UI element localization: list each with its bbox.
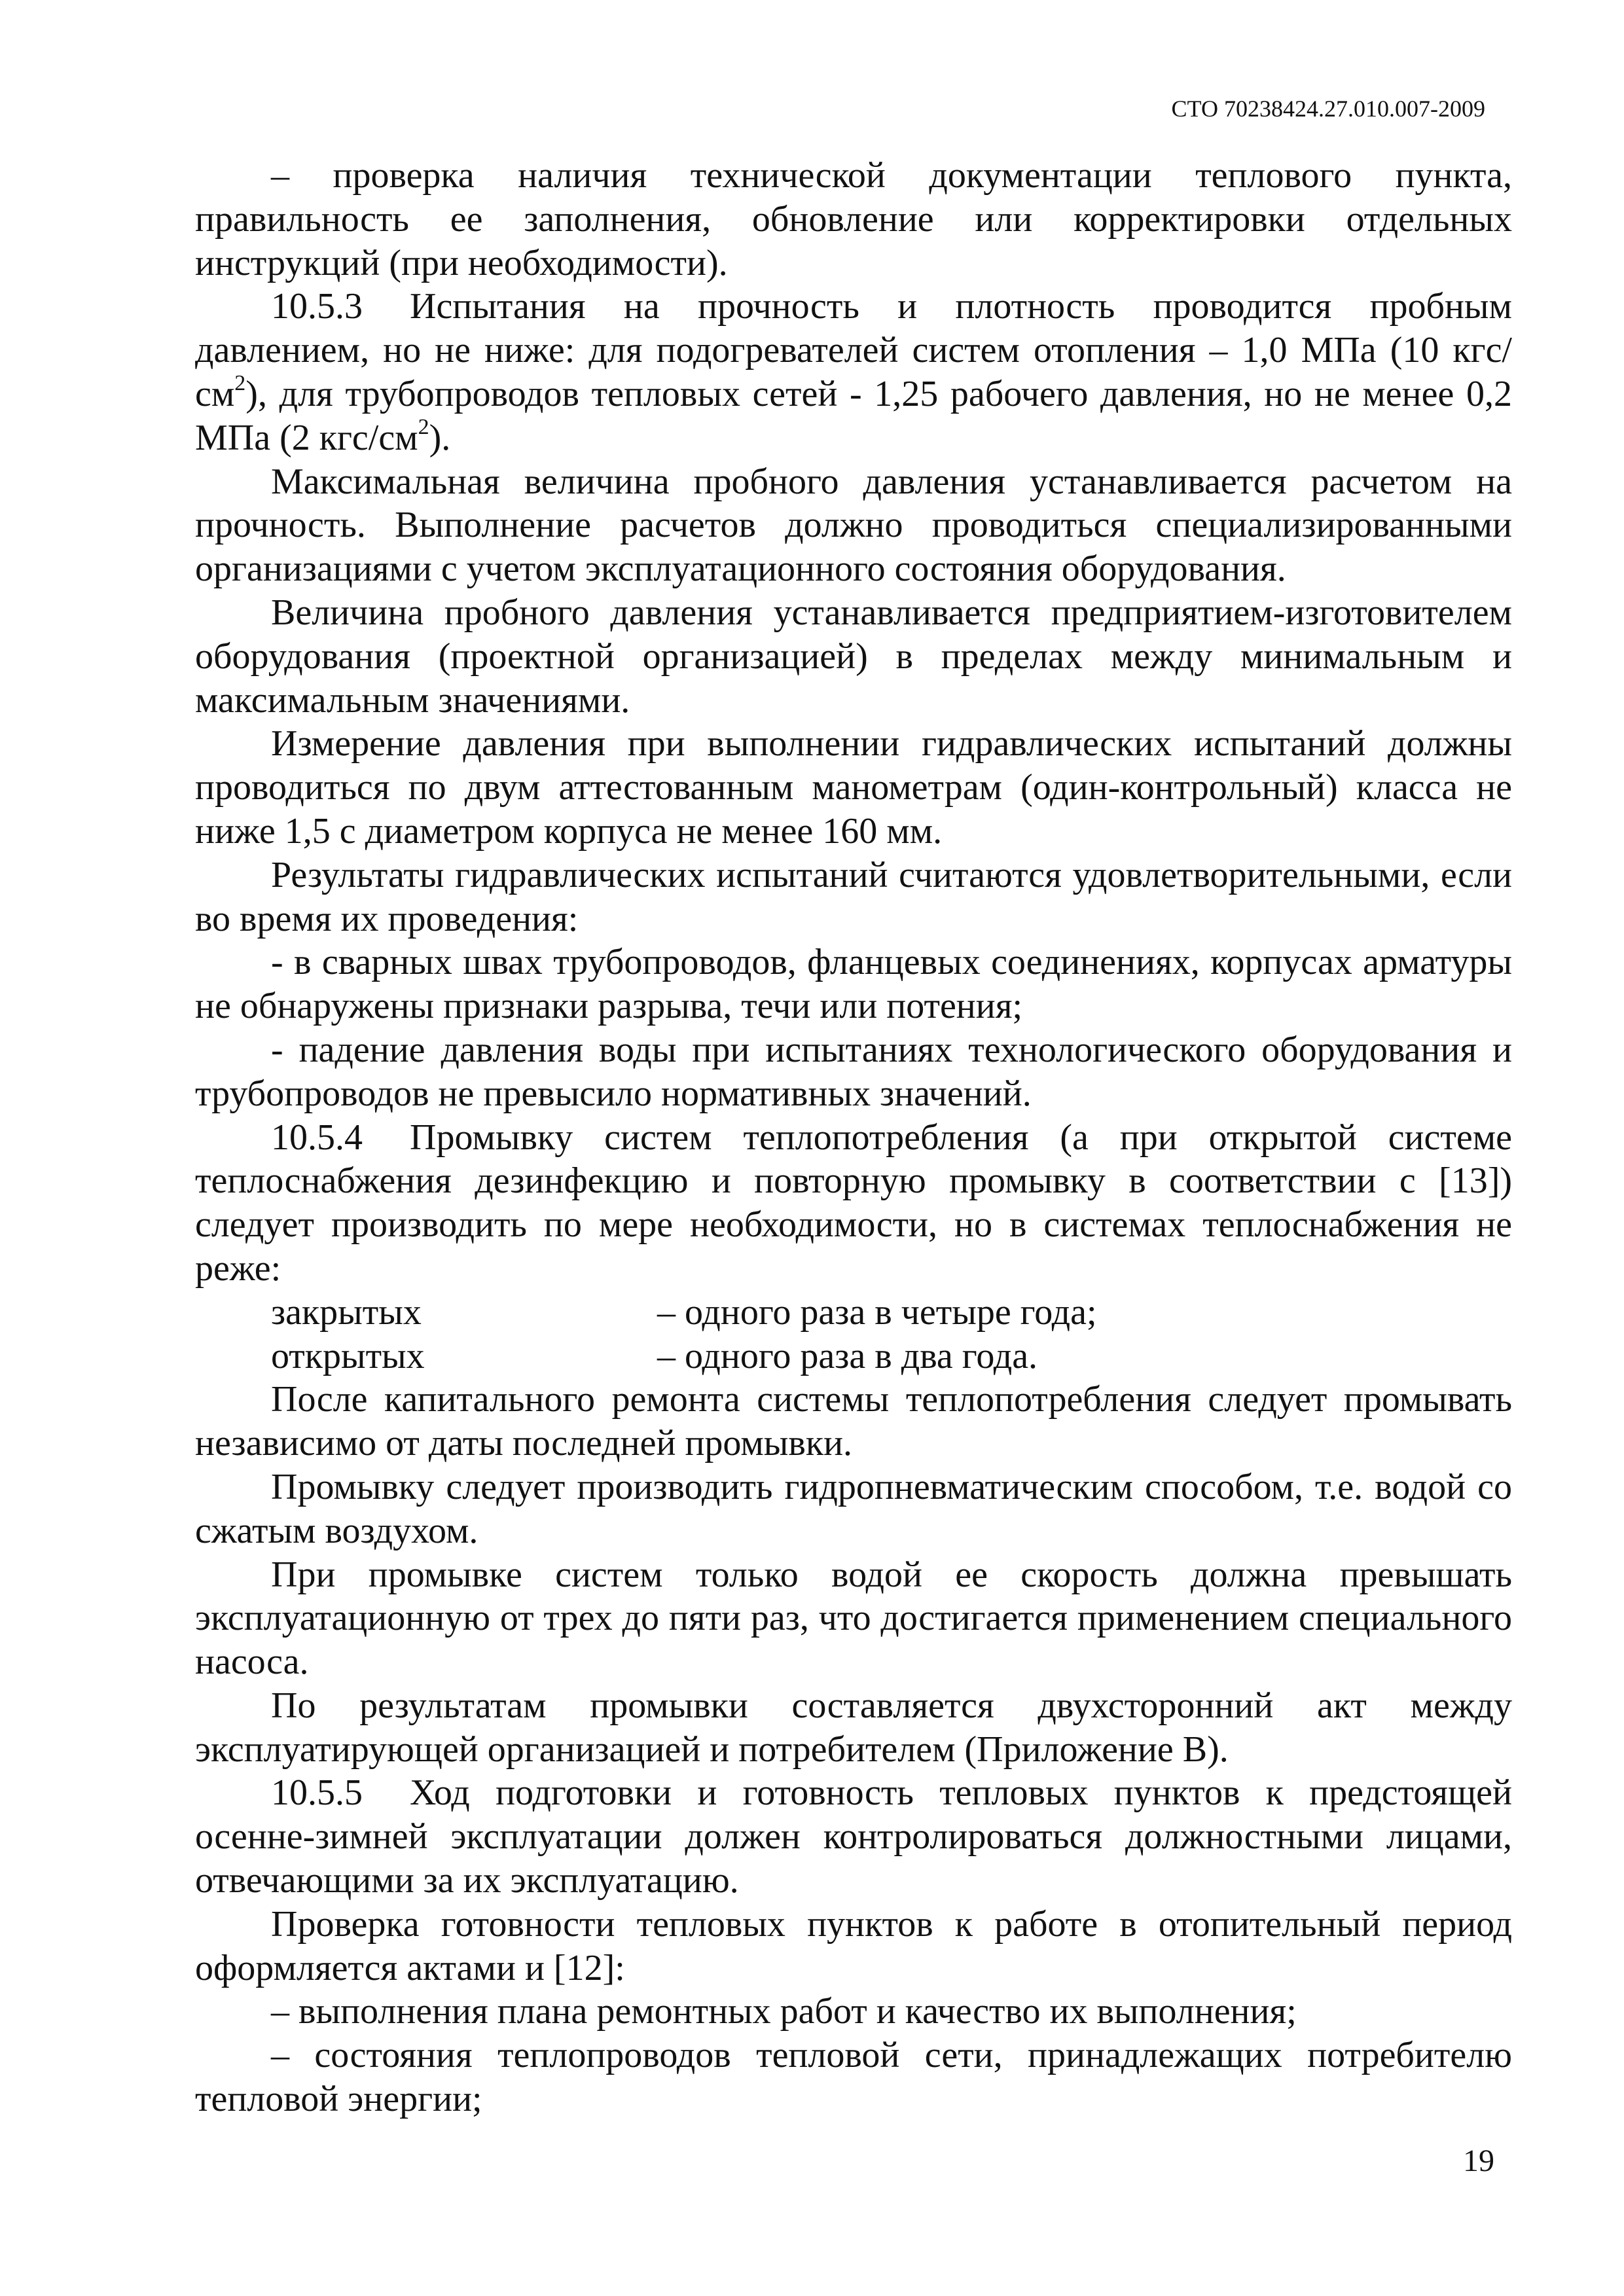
paragraph: Проверка готовности тепловых пунктов к работе в отопительный период оформляется актами и [12]: — [195, 1903, 1512, 1988]
page-number: 19 — [1463, 2144, 1494, 2178]
paragraph: – выполнения плана ремонтных работ и качество их выполнения; — [271, 1991, 1297, 2032]
schedule-frequency: – одного раза в два года. — [657, 1335, 1038, 1376]
paragraph: Величина пробного давления устанавливается предприятием-изготовителем оборудования (проектной организацией) в пределах между минимальным и максимальным значениями. — [195, 592, 1512, 721]
schedule-row — [195, 1335, 1512, 1378]
paragraph: – проверка наличия технической документации теплового пункта, правильность ее заполнения, обновление или корректировки отдельных инструкций (при необходимости). — [195, 155, 1512, 283]
document-body — [195, 154, 1512, 2121]
paragraph: При промывке систем только водой ее скорость должна превышать эксплуатационную от трех до пяти раз, что достигается применением специального насоса. — [195, 1554, 1512, 1683]
paragraph: После капитального ремонта системы теплопотребления следует промывать независимо от даты последней промывки. — [195, 1379, 1512, 1464]
clause-number: 10.5.3 — [271, 286, 363, 327]
clause-number: 10.5.5 — [271, 1772, 363, 1814]
paragraph: Измерение давления при выполнении гидравлических испытаний должны проводиться по двум аттестованным манометрам (один-контрольный) класса не ниже 1,5 с диаметром корпуса не менее 160 мм. — [195, 723, 1512, 852]
paragraph: Промывку следует производить гидропневматическим способом, т.е. водой со сжатым воздухом. — [195, 1466, 1512, 1551]
schedule-system-type: открытых — [271, 1335, 425, 1376]
paragraph: - в сварных швах трубопроводов, фланцевых соединениях, корпусах арматуры не обнаружены признаки разрыва, течи или потения; — [195, 942, 1512, 1027]
document-code-header: СТО 70238424.27.010.007-2009 — [1171, 96, 1485, 122]
numbered-clause: 10.5.4 Промывку систем теплопотребления (а при открытой системе теплоснабжения дезинфекцию и повторную промывку в соответствии с [13]) следует производить по мере необходимости, но в системах теплоснабжения не реже: — [195, 1117, 1512, 1289]
schedule-row — [195, 1291, 1512, 1335]
paragraph: По результатам промывки составляется двухсторонний акт между эксплуатирующей организацией и потребителем (Приложение В). — [195, 1685, 1512, 1770]
clause-number: 10.5.4 — [271, 1117, 363, 1158]
paragraph: – состояния теплопроводов тепловой сети, принадлежащих потребителю тепловой энергии; — [195, 2035, 1512, 2120]
schedule-system-type: закрытых — [271, 1291, 422, 1333]
superscript: 2 — [418, 414, 429, 439]
paragraph: - падение давления воды при испытаниях технологического оборудования и трубопроводов не превысило нормативных значений. — [195, 1029, 1512, 1114]
numbered-clause: 10.5.5 Ход подготовки и готовность тепловых пунктов к предстоящей осенне-зимней эксплуатации должен контролироваться должностными лицами, отвечающими за их эксплуатацию. — [195, 1772, 1512, 1901]
paragraph: Результаты гидравлических испытаний считаются удовлетворительными, если во время их проведения: — [195, 854, 1512, 939]
schedule-frequency: – одного раза в четыре года; — [657, 1291, 1097, 1333]
numbered-clause: 10.5.3 Испытания на прочность и плотность проводится пробным давлением, но не ниже: для подогревателей систем отопления – 1,0 МПа (10 кгс/$см^2$), для трубопроводов тепловых сетей - 1,25 рабочего давления, но не менее 0,2 МПа (2 кгс/$см^2$). — [195, 286, 1512, 458]
paragraph: Максимальная величина пробного давления устанавливается расчетом на прочность. Выполнение расчетов должно проводиться специализированными организациями с учетом эксплуатационного состояния оборудования. — [195, 461, 1512, 590]
superscript: 2 — [234, 370, 246, 395]
